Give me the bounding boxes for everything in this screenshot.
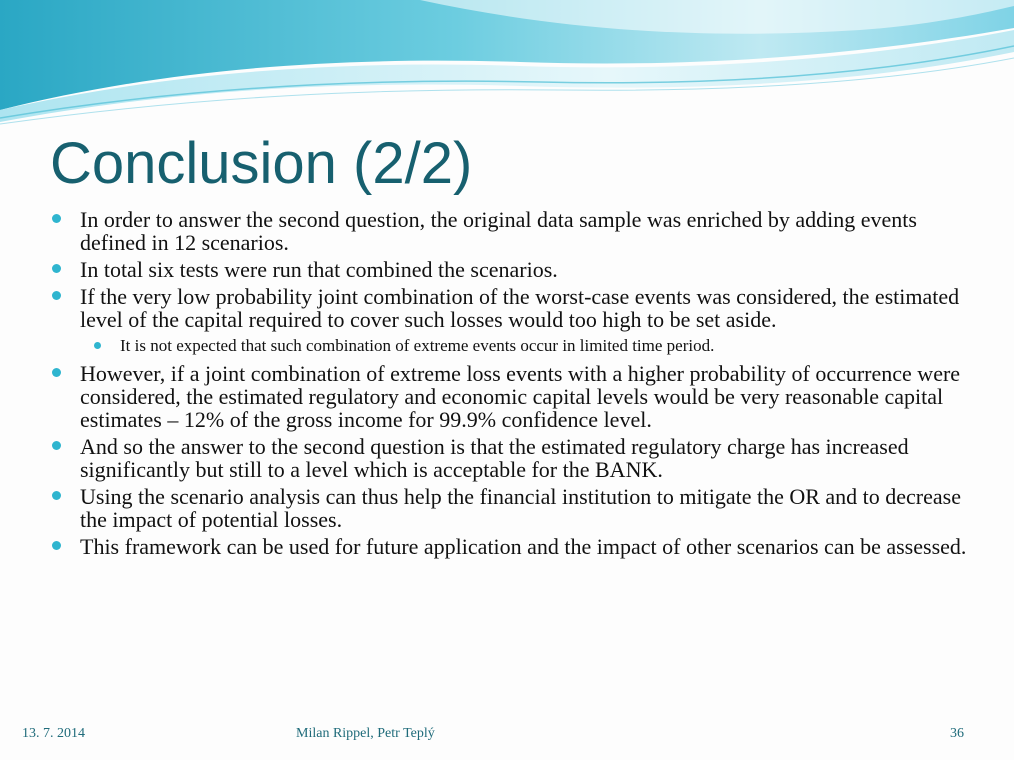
bullet-text: However, if a joint combination of extreme loss events with a higher probability of occurrence were considered, the estimated regulatory and economic capital levels would be very reasonable capital estimates – 12% of the gross income for 99.9% confidence level. <box>80 361 961 432</box>
bullet-text: In total six tests were run that combined the scenarios. <box>80 257 558 282</box>
bullet-text: Using the scenario analysis can thus help the financial institution to mitigate the OR and to decrease the impact of potential losses. <box>80 484 961 532</box>
bullet-dot-icon <box>52 441 61 450</box>
bullet-dot-icon <box>52 291 61 300</box>
bullet-dot-icon <box>52 491 61 500</box>
bullet-dot-icon <box>94 342 101 349</box>
bullet-list <box>52 208 982 562</box>
header-wave-decoration <box>0 0 1014 130</box>
bullet-item <box>52 285 982 331</box>
bullet-text: If the very low probability joint combination of the worst-case events was considered, the estimated level of the capital required to cover such losses would too high to be set aside. <box>80 284 960 332</box>
bullet-dot-icon <box>52 368 61 377</box>
bullet-item <box>52 485 982 531</box>
bullet-text: It is not expected that such combination of extreme events occur in limited time period. <box>120 336 715 355</box>
bullet-dot-icon <box>52 541 61 550</box>
footer-page-number: 36 <box>950 726 964 741</box>
bullet-item <box>52 362 982 431</box>
bullet-item <box>52 535 982 558</box>
bullet-text: And so the answer to the second question is that the estimated regulatory charge has increased significantly but still to a level which is acceptable for the BANK. <box>80 434 909 482</box>
bullet-item <box>52 208 982 254</box>
footer-date: 13. 7. 2014 <box>22 726 85 741</box>
sub-bullet-item <box>94 335 982 357</box>
bullet-text: This framework can be used for future application and the impact of other scenarios can be assessed. <box>80 534 967 559</box>
bullet-item <box>52 258 982 281</box>
bullet-text: In order to answer the second question, the original data sample was enriched by adding events defined in 12 scenarios. <box>80 207 917 255</box>
bullet-item <box>52 435 982 481</box>
slide-title: Conclusion (2/2) <box>50 131 473 196</box>
bullet-dot-icon <box>52 264 61 273</box>
footer-authors: Milan Rippel, Petr Teplý <box>296 726 435 741</box>
bullet-dot-icon <box>52 214 61 223</box>
